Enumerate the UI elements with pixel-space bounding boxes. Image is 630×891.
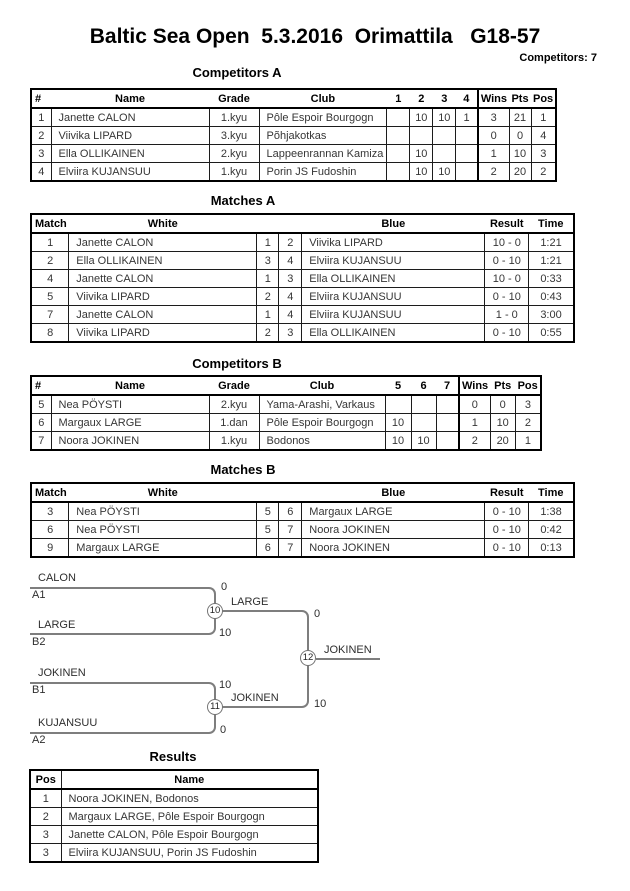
- cell: 6: [257, 539, 279, 558]
- matches-b-table: [30, 482, 575, 558]
- header-cell-spacer: [257, 483, 279, 502]
- cell: 10: [433, 163, 456, 182]
- cell: 6: [279, 502, 302, 521]
- cell: Noora JOKINEN: [302, 539, 485, 558]
- cell: 3: [515, 395, 541, 414]
- table-row: [31, 395, 541, 414]
- cell: 5: [257, 502, 279, 521]
- cell: [411, 414, 436, 432]
- table-row: [31, 306, 574, 324]
- cell: Viivika LIPARD: [69, 324, 257, 343]
- cell: Noora JOKINEN: [51, 432, 209, 451]
- cell: 3.kyu: [209, 127, 259, 145]
- cell: Yama-Arashi, Varkaus: [259, 395, 385, 414]
- header-cell: Club: [259, 89, 387, 108]
- cell: 2: [31, 252, 69, 270]
- bracket-entry-name: CALON: [38, 572, 76, 584]
- cell: Margaux LARGE: [69, 539, 257, 558]
- bracket-entry-seed: A1: [32, 589, 46, 601]
- cell: 2: [30, 808, 61, 826]
- header-cell: Grade: [209, 89, 259, 108]
- cell: 2.kyu: [209, 395, 259, 414]
- cell: Margaux LARGE, Pôle Espoir Bourgogn: [61, 808, 318, 826]
- cell: Viivika LIPARD: [51, 127, 209, 145]
- header-cell: Result: [485, 214, 529, 233]
- cell: 6: [31, 414, 51, 432]
- cell: Nea PÖYSTI: [69, 521, 257, 539]
- cell: Lappeenrannan Kamiza: [259, 145, 387, 163]
- cell: Ella OLLIKAINEN: [302, 270, 485, 288]
- header-cell: Pts: [509, 89, 531, 108]
- table-row: [30, 808, 318, 826]
- cell: 10: [411, 432, 436, 451]
- header-cell: 2: [410, 89, 433, 108]
- cell: 3: [279, 270, 302, 288]
- section-heading-matches-a: Matches A: [210, 193, 276, 208]
- cell: [456, 163, 478, 182]
- section-heading-matches-b: Matches B: [210, 462, 276, 477]
- cell: 1: [456, 108, 478, 127]
- bracket-entry-name: JOKINEN: [38, 667, 86, 679]
- cell: 1:21: [529, 233, 574, 252]
- header-cell: Name: [61, 770, 318, 789]
- cell: Janette CALON: [69, 306, 257, 324]
- cell: Ella OLLIKAINEN: [51, 145, 209, 163]
- header-cell: 7: [436, 376, 459, 395]
- header-cell: Pos: [531, 89, 556, 108]
- cell: Nea PÖYSTI: [69, 502, 257, 521]
- competitors-a-table: [30, 88, 557, 182]
- table-row: [31, 252, 574, 270]
- cell: 0:33: [529, 270, 574, 288]
- header-cell: Time: [529, 214, 574, 233]
- table-row: [31, 108, 556, 127]
- cell: Elviira KUJANSUU: [302, 288, 485, 306]
- competitors-count-label: Competitors: 7: [519, 52, 597, 64]
- cell: 3: [478, 108, 509, 127]
- cell: Margaux LARGE: [302, 502, 485, 521]
- cell: Bodonos: [259, 432, 385, 451]
- cell: [456, 145, 478, 163]
- table-header-row: [31, 214, 574, 233]
- cell: 1.dan: [209, 414, 259, 432]
- cell: 5: [31, 288, 69, 306]
- cell: 4: [279, 288, 302, 306]
- cell: Porin JS Fudoshin: [259, 163, 387, 182]
- cell: 0: [478, 127, 509, 145]
- cell: Elviira KUJANSUU: [302, 252, 485, 270]
- results-table: [29, 769, 319, 863]
- cell: 10 - 0: [485, 270, 529, 288]
- cell: 10: [433, 108, 456, 127]
- cell: Ella OLLIKAINEN: [302, 324, 485, 343]
- table-row: [31, 270, 574, 288]
- bracket-champion-name: JOKINEN: [324, 644, 372, 656]
- cell: 0: [459, 395, 490, 414]
- table-header-row: [30, 770, 318, 789]
- section-heading-competitors-a: Competitors A: [192, 65, 282, 80]
- cell: 1: [257, 270, 279, 288]
- cell: 2: [531, 163, 556, 182]
- table-header-row: [31, 89, 556, 108]
- bracket-line-final-top: [222, 610, 309, 660]
- table-row: [31, 432, 541, 451]
- cell: 20: [509, 163, 531, 182]
- cell: Pôle Espoir Bourgogn: [259, 108, 387, 127]
- cell: 3: [279, 324, 302, 343]
- bracket-score: 0: [220, 724, 227, 736]
- header-cell: #: [31, 89, 51, 108]
- cell: 1: [459, 414, 490, 432]
- section-heading-results: Results: [149, 749, 197, 764]
- cell: [436, 432, 459, 451]
- header-cell: Pos: [515, 376, 541, 395]
- table-row: [30, 844, 318, 863]
- cell: 0 - 10: [485, 539, 529, 558]
- cell: 0:42: [529, 521, 574, 539]
- cell: [433, 127, 456, 145]
- cell: 21: [509, 108, 531, 127]
- header-cell: Time: [529, 483, 574, 502]
- table-row: [31, 324, 574, 343]
- cell: 9: [31, 539, 69, 558]
- table-row: [31, 288, 574, 306]
- cell: 0 - 10: [485, 521, 529, 539]
- cell: 7: [279, 539, 302, 558]
- cell: 7: [279, 521, 302, 539]
- cell: 4: [279, 306, 302, 324]
- header-cell: Pts: [490, 376, 515, 395]
- bracket-score: 10: [219, 679, 232, 691]
- cell: 5: [31, 395, 51, 414]
- cell: 3: [30, 844, 61, 863]
- header-cell: White: [69, 214, 257, 233]
- cell: 0:13: [529, 539, 574, 558]
- table-row: [30, 789, 318, 808]
- header-cell: Match: [31, 214, 69, 233]
- cell: 1: [478, 145, 509, 163]
- bracket-winner-name: JOKINEN: [231, 692, 279, 704]
- header-cell: Wins: [459, 376, 490, 395]
- cell: 3:00: [529, 306, 574, 324]
- cell: 3: [531, 145, 556, 163]
- table-header-row: [31, 376, 541, 395]
- header-cell: White: [69, 483, 257, 502]
- cell: 0 - 10: [485, 502, 529, 521]
- cell: 1: [257, 306, 279, 324]
- cell: Elviira KUJANSUU: [302, 306, 485, 324]
- cell: 3: [257, 252, 279, 270]
- header-cell: 5: [385, 376, 411, 395]
- header-cell: 4: [456, 89, 478, 108]
- table-row: [30, 826, 318, 844]
- cell: 10: [385, 414, 411, 432]
- header-cell: Match: [31, 483, 69, 502]
- cell: 0 - 10: [485, 252, 529, 270]
- table-row: [31, 502, 574, 521]
- bracket-line-winner: [316, 658, 380, 660]
- cell: Noora JOKINEN: [302, 521, 485, 539]
- cell: 5: [257, 521, 279, 539]
- cell: 2.kyu: [209, 145, 259, 163]
- cell: 0 - 10: [485, 324, 529, 343]
- header-cell: Club: [259, 376, 385, 395]
- cell: Elviira KUJANSUU, Porin JS Fudoshin: [61, 844, 318, 863]
- cell: 2: [31, 127, 51, 145]
- cell: 3: [30, 826, 61, 844]
- header-cell-spacer: [279, 214, 302, 233]
- matches-a-table: [30, 213, 575, 343]
- cell: 2: [478, 163, 509, 182]
- header-cell: #: [31, 376, 51, 395]
- bracket-score: 10: [219, 627, 232, 639]
- cell: 1: [31, 233, 69, 252]
- cell: 1.kyu: [209, 108, 259, 127]
- header-cell: Name: [51, 376, 209, 395]
- bracket-entry-seed: A2: [32, 734, 46, 746]
- cell: Ella OLLIKAINEN: [69, 252, 257, 270]
- cell: 0 - 10: [485, 288, 529, 306]
- cell: 1.kyu: [209, 163, 259, 182]
- cell: 1:38: [529, 502, 574, 521]
- match-number-badge: 11: [207, 699, 223, 715]
- cell: [387, 108, 410, 127]
- cell: 10: [509, 145, 531, 163]
- cell: Põhjakotkas: [259, 127, 387, 145]
- cell: [411, 395, 436, 414]
- cell: 1: [31, 108, 51, 127]
- match-number-badge: 12: [300, 650, 316, 666]
- cell: 1:21: [529, 252, 574, 270]
- header-cell: Pos: [30, 770, 61, 789]
- table-row: [31, 233, 574, 252]
- cell: Viivika LIPARD: [302, 233, 485, 252]
- cell: Margaux LARGE: [51, 414, 209, 432]
- cell: 0: [490, 395, 515, 414]
- cell: [387, 163, 410, 182]
- bracket-entry-seed: B2: [32, 636, 46, 648]
- cell: 0:55: [529, 324, 574, 343]
- cell: 7: [31, 306, 69, 324]
- cell: [436, 414, 459, 432]
- header-cell: 1: [387, 89, 410, 108]
- cell: [410, 127, 433, 145]
- bracket-entry-name: LARGE: [38, 619, 76, 631]
- cell: 10: [490, 414, 515, 432]
- cell: [436, 395, 459, 414]
- cell: 2: [279, 233, 302, 252]
- header-cell-spacer: [257, 214, 279, 233]
- cell: Viivika LIPARD: [69, 288, 257, 306]
- table-row: [31, 414, 541, 432]
- cell: 1 - 0: [485, 306, 529, 324]
- cell: 1.kyu: [209, 432, 259, 451]
- cell: Janette CALON: [69, 270, 257, 288]
- header-cell: Blue: [302, 483, 485, 502]
- section-heading-competitors-b: Competitors B: [192, 356, 282, 371]
- table-row: [31, 539, 574, 558]
- cell: Janette CALON, Pôle Espoir Bourgogn: [61, 826, 318, 844]
- header-cell: 3: [433, 89, 456, 108]
- bracket-entry-seed: B1: [32, 684, 46, 696]
- bracket-score: 0: [314, 608, 321, 620]
- cell: 2: [515, 414, 541, 432]
- cell: Pôle Espoir Bourgogn: [259, 414, 385, 432]
- cell: 3: [31, 145, 51, 163]
- cell: [387, 145, 410, 163]
- table-row: [31, 163, 556, 182]
- cell: 4: [31, 270, 69, 288]
- cell: 10: [385, 432, 411, 451]
- header-cell: Result: [485, 483, 529, 502]
- cell: Janette CALON: [69, 233, 257, 252]
- cell: Noora JOKINEN, Bodonos: [61, 789, 318, 808]
- cell: Nea PÖYSTI: [51, 395, 209, 414]
- cell: Elviira KUJANSUU: [51, 163, 209, 182]
- header-cell: 6: [411, 376, 436, 395]
- cell: [385, 395, 411, 414]
- cell: 4: [31, 163, 51, 182]
- header-cell: Grade: [209, 376, 259, 395]
- bracket-entry-name: KUJANSUU: [38, 717, 98, 729]
- bracket-winner-name: LARGE: [231, 596, 269, 608]
- table-row: [31, 145, 556, 163]
- cell: 2: [257, 324, 279, 343]
- cell: 2: [459, 432, 490, 451]
- cell: 0:43: [529, 288, 574, 306]
- cell: [456, 127, 478, 145]
- cell: 4: [279, 252, 302, 270]
- cell: 1: [30, 789, 61, 808]
- cell: 6: [31, 521, 69, 539]
- bracket-score: 10: [314, 698, 327, 710]
- cell: Janette CALON: [51, 108, 209, 127]
- table-row: [31, 521, 574, 539]
- cell: 1: [515, 432, 541, 451]
- cell: 7: [31, 432, 51, 451]
- header-cell: Blue: [302, 214, 485, 233]
- competitors-b-table: [30, 375, 542, 451]
- cell: 8: [31, 324, 69, 343]
- cell: 1: [257, 233, 279, 252]
- cell: 10: [410, 145, 433, 163]
- cell: [433, 145, 456, 163]
- cell: 0: [509, 127, 531, 145]
- cell: 3: [31, 502, 69, 521]
- header-cell-spacer: [279, 483, 302, 502]
- cell: [387, 127, 410, 145]
- header-cell: Name: [51, 89, 209, 108]
- table-row: [31, 127, 556, 145]
- cell: 10: [410, 108, 433, 127]
- bracket-score: 0: [221, 581, 228, 593]
- cell: 10: [410, 163, 433, 182]
- page-title: Baltic Sea Open 5.3.2016 Orimattila G18-57: [89, 25, 541, 48]
- cell: 4: [531, 127, 556, 145]
- table-header-row: [31, 483, 574, 502]
- cell: 20: [490, 432, 515, 451]
- header-cell: Wins: [478, 89, 509, 108]
- cell: 10 - 0: [485, 233, 529, 252]
- cell: 2: [257, 288, 279, 306]
- match-number-badge: 10: [207, 603, 223, 619]
- cell: 1: [531, 108, 556, 127]
